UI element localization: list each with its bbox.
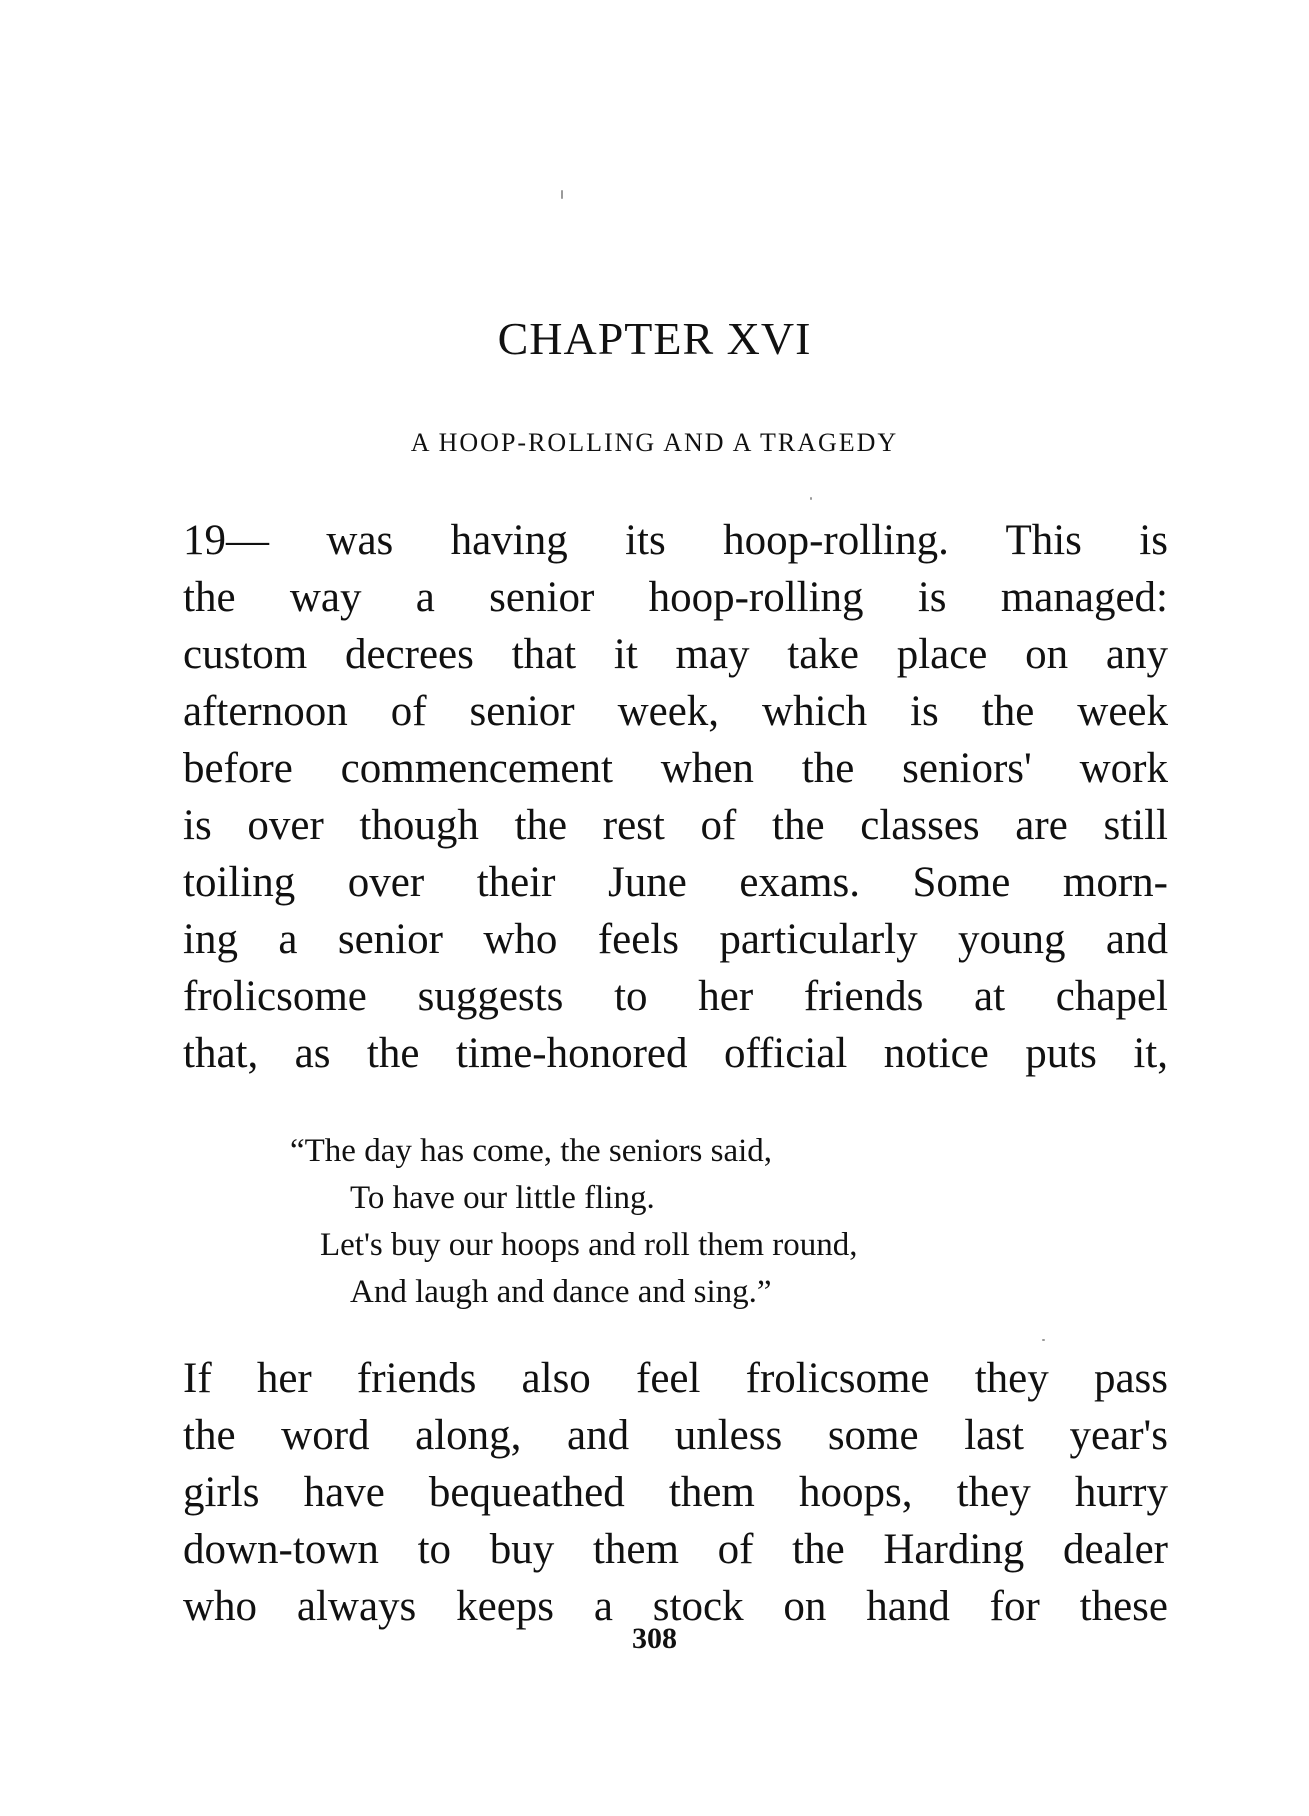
text-line: If her friends also feel frolicsome they pass xyxy=(183,1355,1168,1402)
chapter-title: CHAPTER XVI xyxy=(497,313,812,364)
text-line: the way a senior hoop-rolling is managed: xyxy=(183,574,1168,621)
scan-speck xyxy=(810,497,812,500)
text-line: before commencement when the seniors' work xyxy=(183,745,1168,792)
text-line: that, as the time-honored official notice puts it, xyxy=(183,1030,1168,1077)
chapter-subtitle: A HOOP-ROLLING AND A TRAGEDY xyxy=(410,428,899,457)
verse-quotation xyxy=(290,1128,858,1316)
text-line: 19— was having its hoop-rolling. This is xyxy=(183,517,1168,564)
text-line: girls have bequeathed them hoops, they hurry xyxy=(183,1469,1168,1516)
text-line: ing a senior who feels particularly young and xyxy=(183,916,1168,963)
verse-line: “The day has come, the seniors said, xyxy=(290,1133,773,1169)
text-line: the word along, and unless some last year's xyxy=(183,1412,1168,1459)
text-line: frolicsome suggests to her friends at chapel xyxy=(183,973,1168,1020)
page-number: 308 xyxy=(632,1622,677,1655)
paragraph-continuation xyxy=(183,1350,1168,1635)
text-line: is over though the rest of the classes are still xyxy=(183,802,1168,849)
text-line: custom decrees that it may take place on any xyxy=(183,631,1168,678)
scan-speck xyxy=(561,190,563,199)
paragraph-opening xyxy=(183,512,1168,1082)
verse-line: Let's buy our hoops and roll them round, xyxy=(320,1227,858,1263)
scan-speck xyxy=(1042,1339,1045,1341)
text-line: afternoon of senior week, which is the week xyxy=(183,688,1168,735)
text-line: who always keeps a stock on hand for these xyxy=(183,1583,1168,1630)
text-line: down-town to buy them of the Harding dealer xyxy=(183,1526,1168,1573)
text-line: toiling over their June exams. Some morn- xyxy=(183,859,1168,906)
verse-line: To have our little fling. xyxy=(350,1180,655,1216)
verse-line: And laugh and dance and sing.” xyxy=(350,1274,772,1310)
